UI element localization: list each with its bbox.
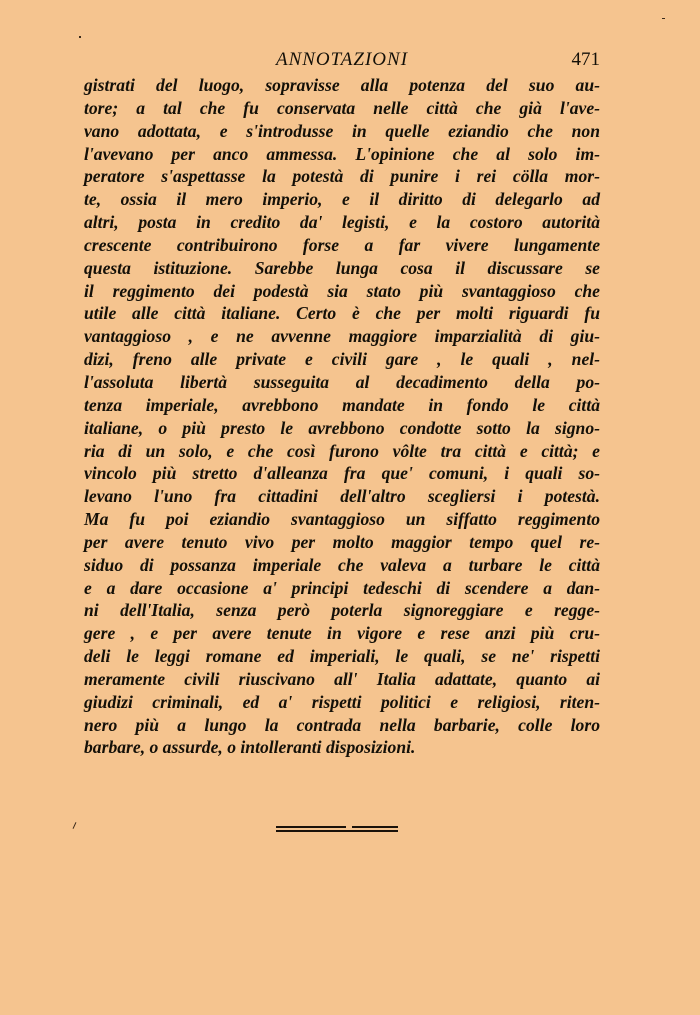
text-line: l'avevano per anco ammessa. L'opinione che al solo im- bbox=[84, 143, 600, 164]
text-line: levano l'uno fra cittadini dell'altro scegliersi i potestà. bbox=[84, 486, 600, 507]
running-head bbox=[84, 45, 600, 75]
stray-mark bbox=[662, 18, 665, 19]
text-line: vantaggioso , e ne avvenne maggiore imparzialità di giu- bbox=[84, 326, 600, 347]
text-line: barbare, o assurde, o intolleranti disposizioni. bbox=[84, 737, 416, 758]
text-line: tore; a tal che fu conservata nelle città che già l'ave- bbox=[84, 97, 600, 118]
stray-mark bbox=[73, 822, 77, 829]
running-head-title: ANNOTAZIONI bbox=[275, 49, 409, 70]
page-number: 471 bbox=[571, 49, 600, 70]
text-line: nero più a lungo la contrada nella barbarie, colle loro bbox=[84, 714, 600, 735]
text-line: te, ossia il mero imperio, e il diritto di delegarlo ad bbox=[84, 189, 600, 210]
text-line: italiane, o più presto le avrebbono condotte sotto la signo- bbox=[84, 417, 600, 438]
text-line: altri, posta in credito da' legisti, e la costoro autorità bbox=[84, 212, 600, 233]
text-line: ria di un solo, e che così furono vôlte tra città e città; e bbox=[84, 440, 600, 461]
text-line: giudizi criminali, ed a' rispetti politici e religiosi, riten- bbox=[84, 691, 600, 712]
text-line: per avere tenuto vivo per molto maggior tempo quel re- bbox=[84, 531, 600, 552]
body-text bbox=[84, 74, 600, 759]
text-line: questa istituzione. Sarebbe lunga cosa il discussare se bbox=[84, 257, 600, 278]
text-line: utile alle città italiane. Certo è che per molti riguardi fu bbox=[84, 303, 600, 324]
end-ornament-rule bbox=[276, 824, 398, 834]
text-line: gere , e per avere tenute in vigore e rese anzi più cru- bbox=[84, 623, 600, 644]
text-line: dizi, freno alle private e civili gare , le quali , nel- bbox=[84, 349, 600, 370]
text-line: e a dare occasione a' principi tedeschi di scendere a dan- bbox=[84, 577, 600, 598]
text-line: gistrati del luogo, sopravisse alla potenza del suo au- bbox=[84, 75, 600, 95]
text-line: Ma fu poi eziandio svantaggioso un siffatto reggimento bbox=[84, 509, 600, 530]
text-line: vincolo più stretto d'alleanza fra que' comuni, i quali so- bbox=[84, 463, 600, 484]
stray-mark bbox=[79, 36, 81, 38]
text-line: deli le leggi romane ed imperiali, le quali, se ne' rispetti bbox=[84, 646, 600, 667]
text-line: vano adottata, e s'introdusse in quelle eziandio che non bbox=[84, 120, 600, 141]
text-line: il reggimento dei podestà sia stato più svantaggioso che bbox=[84, 280, 600, 301]
text-line: crescente contribuirono forse a far vivere lungamente bbox=[84, 234, 600, 255]
text-line: ni dell'Italia, senza però poterla signoreggiare e regge- bbox=[84, 600, 600, 621]
text-line: peratore s'aspettasse la potestà di punire i rei cölla mor- bbox=[84, 166, 600, 187]
text-line: siduo di possanza imperiale che valeva a turbare le città bbox=[84, 554, 600, 575]
text-line: tenza imperiale, avrebbono mandate in fondo le città bbox=[84, 394, 600, 415]
text-line: l'assoluta libertà susseguita al decadimento della po- bbox=[84, 371, 600, 392]
text-line: meramente civili riuscivano all' Italia adattate, quanto ai bbox=[84, 668, 600, 689]
